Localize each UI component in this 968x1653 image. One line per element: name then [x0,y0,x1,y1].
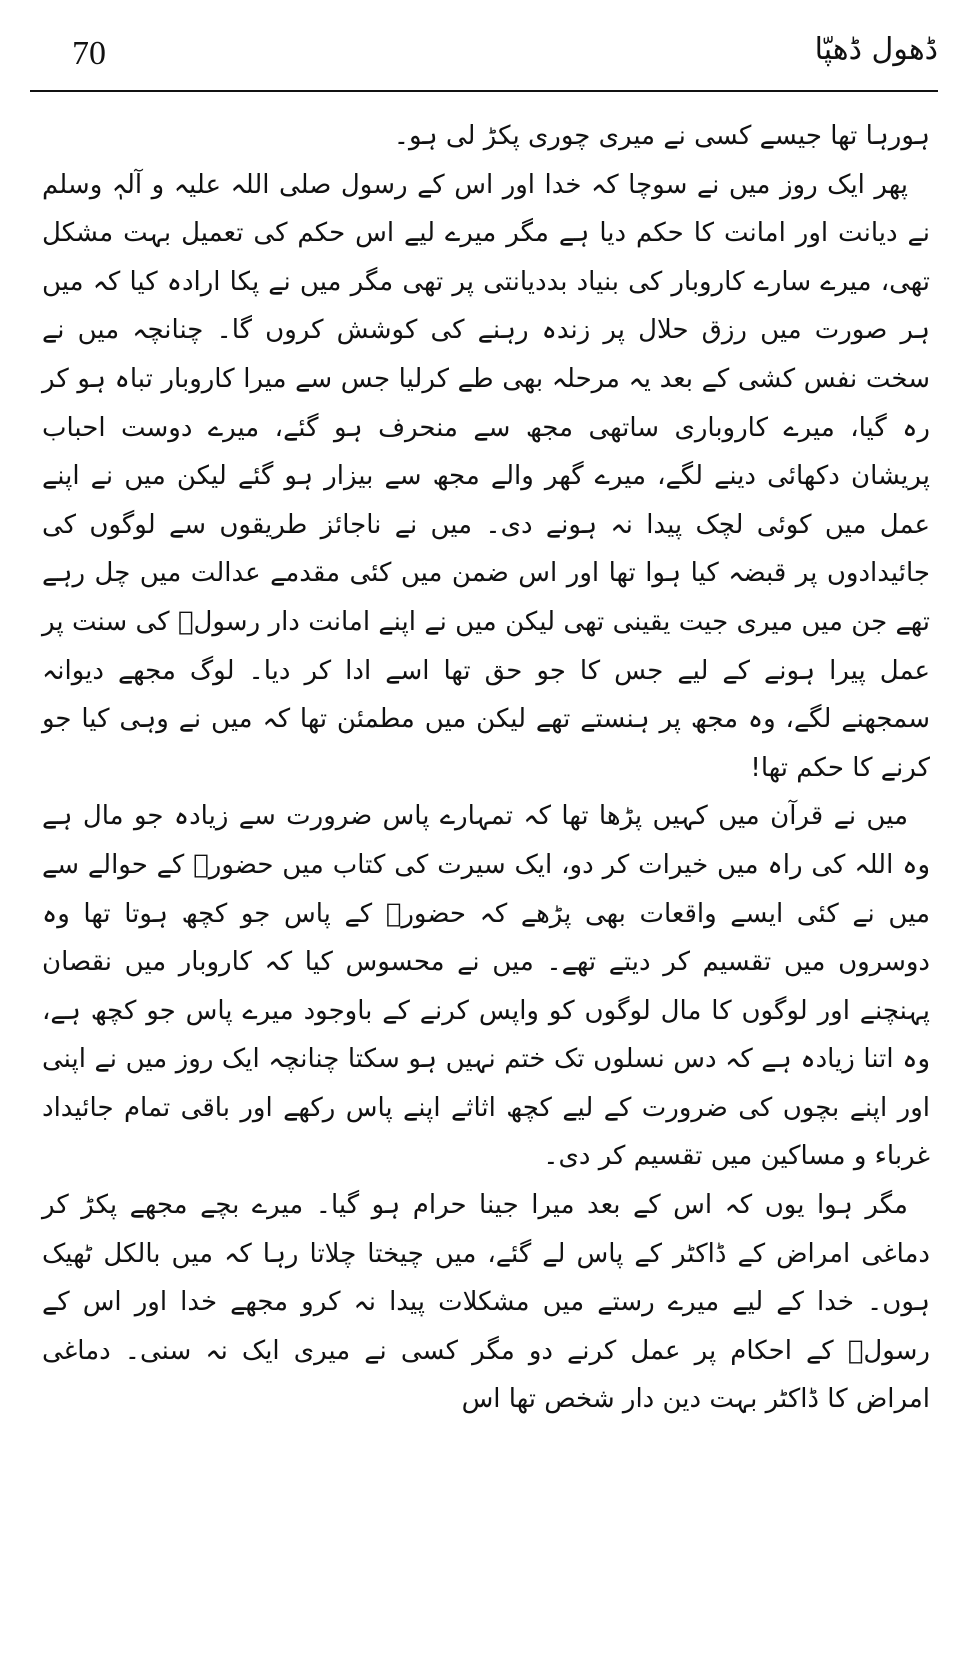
running-title: ڈھول ڈھپّا [814,32,938,67]
page-body [42,112,930,1424]
paragraph: میں نے قرآن میں کہیں پڑھا تھا کہ تمہارے پاس ضرورت سے زیادہ جو مال ہے وہ اللہ کی راہ میں خیرات کر دو، ایک سیرت کی کتاب میں حضورؐ کے حوالے سے میں نے کئی ایسے واقعات بھی پڑھے کہ حضورؐ کے پاس جو کچھ ہوتا تھا وہ دوسروں میں تقسیم کر دیتے تھے۔ میں نے محسوس کیا کہ کاروبار میں نقصان پہنچنے اور لوگوں کا مال لوگوں کو واپس کرنے کے باوجود میرے پاس جو کچھ ہے، وہ اتنا زیادہ ہے کہ دس نسلوں تک ختم نہیں ہو سکتا چنانچہ ایک روز میں نے اپنی اور اپنے بچوں کی ضرورت کے لیے کچھ اثاثے اپنے پاس رکھے اور باقی تمام جائیداد غرباء و مساکین میں تقسیم کر دی۔ [42,801,930,1172]
page-header [30,28,938,84]
paragraph-continuation: ہورہا تھا جیسے کسی نے میری چوری پکڑ لی ہو۔ [393,121,930,151]
page-number: 70 [72,35,106,72]
paragraph: پھر ایک روز میں نے سوچا کہ خدا اور اس کے رسول صلی اللہ علیہ و آلہٖ وسلم نے دیانت اور امانت کا حکم دیا ہے مگر میرے لیے اس حکم کی تعمیل بہت مشکل تھی، میرے سارے کاروبار کی بنیاد بددیانتی پر تھی مگر میں نے پکا ارادہ کیا کہ میں ہر صورت میں رزق حلال پر زندہ رہنے کی کوشش کروں گا۔ چنانچہ میں نے سخت نفس کشی کے بعد یہ مرحلہ بھی طے کرلیا جس سے میرا کاروبار تباہ ہو کر رہ گیا، میرے کاروباری ساتھی مجھ سے منحرف ہو گئے، میرے دوست احباب پریشان دکھائی دینے لگے، میرے گھر والے مجھ سے بیزار ہو گئے لیکن میں نے اپنے عمل میں کوئی لچک پیدا نہ ہونے دی۔ میں نے ناجائز طریقوں سے لوگوں کی جائیدادوں پر قبضہ کیا ہوا تھا اور اس ضمن میں کئی مقدمے عدالت میں چل رہے تھے جن میں میری جیت یقینی تھی لیکن میں نے اپنے امانت دار رسولؐ کی سنت پر عمل پیرا ہونے کے لیے جس کا جو حق تھا اسے ادا کر دیا۔ لوگ مجھے دیوانہ سمجھنے لگے، وہ مجھ پر ہنستے تھے لیکن میں مطمئن تھا کہ میں نے وہی کیا جو کرنے کا حکم تھا! [42,169,930,783]
paragraph: مگر ہوا یوں کہ اس کے بعد میرا جینا حرام ہو گیا۔ میرے بچے مجھے پکڑ کر دماغی امراض کے ڈاکٹر کے پاس لے گئے، میں چیختا چلاتا رہا کہ میں بالکل ٹھیک ہوں۔ خدا کے لیے میرے رستے میں مشکلات پیدا نہ کرو مجھے خدا اور اس کے رسولؐ کے احکام پر عمل کرنے دو مگر کسی نے میری ایک نہ سنی۔ دماغی امراض کا ڈاکٹر بہت دین دار شخص تھا اس [42,1190,930,1415]
header-divider [30,90,938,92]
